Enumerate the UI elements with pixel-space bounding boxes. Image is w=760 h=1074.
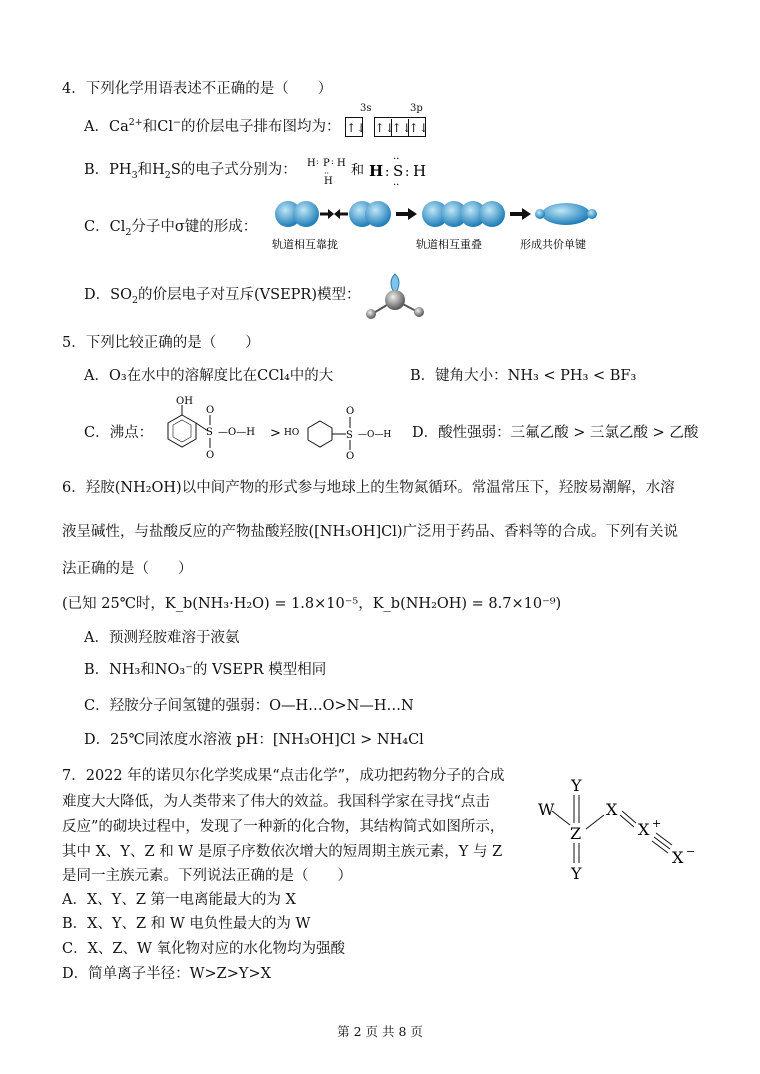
q4-option-c: C．$Cl_2$分子中σ键的形成： <box>84 219 258 238</box>
q5-option-b: B．键角大小：NH₃ < PH₃ < BF₃ <box>410 368 637 384</box>
svg-text:H: H <box>413 162 427 180</box>
electron-dot-formulas <box>305 150 455 190</box>
q4-stem: 4．下列化学用语表述不正确的是（ ） <box>62 81 333 97</box>
q6-line1: 6．羟胺(NH₂OH)以中间产物的形式参与地球上的生物氮循环。常温常压下，羟胺易潮解，水溶 <box>62 480 675 496</box>
svg-text:O: O <box>346 406 355 417</box>
q5-option-c: C．沸点： <box>84 425 154 441</box>
svg-text:—O—H: —O—H <box>358 430 392 440</box>
svg-text:O: O <box>346 451 355 461</box>
q7-option-b: B．X、Y、Z 和 W 电负性最大的为 W <box>62 916 311 932</box>
q7-line3: 反应”的砌块过程中，发现了一种新的化合物，其结构简式如图所示， <box>62 819 505 835</box>
caption-overlap: 轨道相互重叠 <box>416 238 482 251</box>
atom-y-bottom: Y <box>571 864 582 883</box>
svg-text:O: O <box>206 405 215 416</box>
q7-option-d: D．简单离子半径：W>Z>Y>X <box>62 966 271 982</box>
svg-text:H: H <box>369 162 384 180</box>
svg-text:S: S <box>393 162 404 180</box>
sigma-bond-diagram <box>270 196 610 256</box>
orbital-3p-box: ↑↓↑↓↑↓ <box>374 117 426 137</box>
svg-text::: : <box>405 165 410 180</box>
boiling-point-structures <box>152 395 402 461</box>
svg-text:和: 和 <box>351 163 365 178</box>
svg-text::: : <box>331 157 334 166</box>
svg-text:H: H <box>324 176 333 187</box>
svg-text:··: ·· <box>393 154 400 165</box>
svg-text:OH: OH <box>176 396 193 407</box>
svg-text:O: O <box>206 450 215 461</box>
svg-text:HO: HO <box>284 428 300 438</box>
svg-text:··: ·· <box>324 169 330 178</box>
x2-charge: + <box>652 817 662 830</box>
q4-option-d: D．$SO_2$的价层电子对互斥(VSEPR)模型： <box>84 287 361 306</box>
svg-text:S: S <box>206 427 213 438</box>
atom-w: W <box>538 800 555 819</box>
q7-structure-diagram <box>530 775 710 885</box>
caption-approach: 轨道相互靠拢 <box>272 238 338 251</box>
page-footer: 第 2 页 共 8 页 <box>337 1024 423 1039</box>
vsepr-model <box>362 268 432 324</box>
atom-x1: X <box>606 800 618 819</box>
atom-x3: X <box>672 848 684 867</box>
q5-option-d: D．酸性强弱：三氟乙酸 > 三氯乙酸 > 乙酸 <box>412 425 699 441</box>
q6-option-a: A．预测羟胺难溶于液氨 <box>84 630 240 646</box>
svg-text:P: P <box>323 158 330 169</box>
svg-text:>: > <box>270 426 281 441</box>
q6-option-d: D．25℃同浓度水溶液 pH：[NH₃OH]Cl > NH₄Cl <box>84 732 424 748</box>
q6-line4: (已知 25℃时，K_b(NH₃·H₂O) = 1.8×10⁻⁵，K_b(NH₂OH) = 8.7×10⁻⁹) <box>62 596 562 612</box>
q7-option-c: C．X、Z、W 氧化物对应的水化物均为强酸 <box>62 941 346 957</box>
q7-line2: 难度大大降低，为人类带来了伟大的效益。我国科学家在寻找“点击 <box>62 794 490 810</box>
q6-line3: 法正确的是（ ） <box>62 561 193 577</box>
svg-text::: : <box>385 165 390 180</box>
q7-line1: 7．2022 年的诺贝尔化学奖成果“点击化学”，成功把药物分子的合成 <box>62 768 505 784</box>
q5-stem: 5．下列比较正确的是（ ） <box>62 335 260 351</box>
svg-text:··: ·· <box>393 180 400 190</box>
atom-z: Z <box>570 824 582 843</box>
q6-line2: 液呈碱性，与盐酸反应的产物盐酸羟胺([NH₃OH]Cl)广泛用于药品、香料等的合成。下列有关说 <box>62 524 679 540</box>
caption-bond: 形成共价单键 <box>520 238 586 251</box>
q6-option-c: C．羟胺分子间氢键的强弱：O—H…O>N—H…N <box>84 698 414 714</box>
svg-text:—O—H: —O—H <box>218 427 255 438</box>
q4-option-a: A．$Ca^{2+}$和Cl−的价层电子排布图均为： ↑↓ ↑↓↑↓↑↓ <box>84 117 429 135</box>
label-3p: 3p <box>410 103 423 114</box>
q7-line4: 其中 X、Y、Z 和 W 是原子序数依次增大的短周期主族元素，Y 与 Z <box>62 844 503 860</box>
svg-text::: : <box>316 157 319 166</box>
label-3s: 3s <box>360 103 372 114</box>
q6-option-b: B．NH₃和NO₃⁻的 VSEPR 模型相同 <box>84 662 327 678</box>
q7-line5: 是同一主族元素。下列说法正确的是（ ） <box>62 868 352 884</box>
svg-text:H: H <box>307 158 316 169</box>
q7-option-a: A．X、Y、Z 第一电离能最大的为 X <box>62 892 296 908</box>
q5-option-a: A．O₃在水中的溶解度比在CCl₄中的大 <box>84 368 334 384</box>
atom-y-top: Y <box>571 776 582 795</box>
x3-charge: − <box>686 845 696 858</box>
q4-option-b: B．$PH_3$和$H_2S$的电子式分别为： <box>84 162 297 181</box>
atom-x2: X <box>638 820 650 839</box>
svg-text:H: H <box>337 158 346 169</box>
svg-text:S: S <box>346 430 353 441</box>
orbital-3s-box: ↑↓ <box>345 117 363 137</box>
